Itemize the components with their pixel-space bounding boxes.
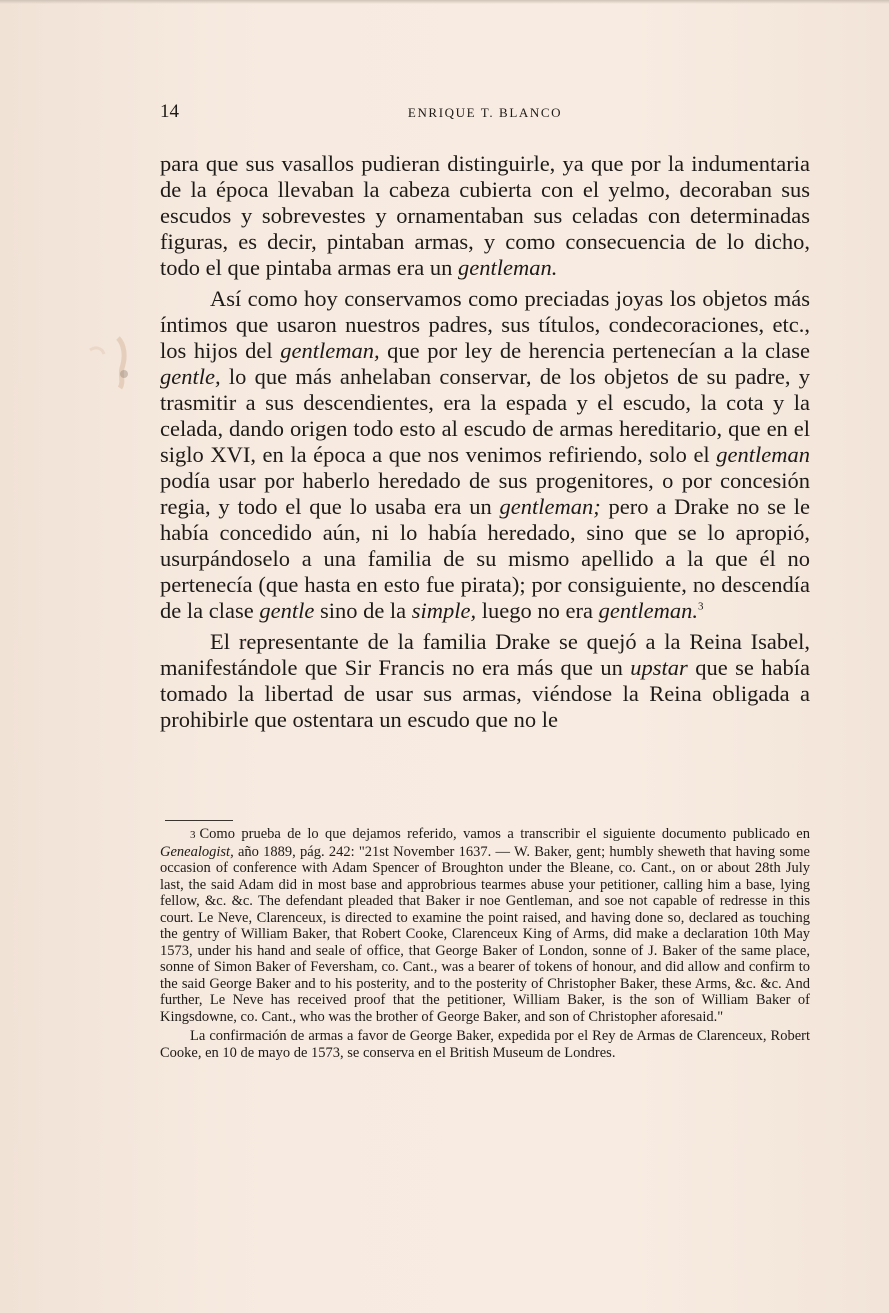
footnote-3: 3 Como prueba de lo que dejamos referido, vamos a transcribir el siguiente documento publicado en Genealogist, año 1889, pág. 242: "21st November 1637. — W. Baker, gent; humbly sheweth that having some occasion of conference with Adam Spencer of Broughton under the Bleane, co. Cant., on or about 28th July last, the said Adam did in most base and approbrious tearmes abuse your petitioner, calling him a base, lying fellow, &c. &c. The defendant pleaded that Baker ir noe Gentleman, and soe not capable of redresse in this court. Le Neve, Clarenceux, is directed to examine the point raised, and having done so, declared as touching the gentry of William Baker, that Robert Cooke, Clarenceux King of Arms, did make a declaration 10th May 1573, under his hand and seale of office, that George Baker of London, sonne of J. Baker of the same place, sonne of Simon Baker of Feversham, co. Cant., was a bearer of tokens of honour, and did allow and confirm to the said George Baker and to his posterity, and to the posterity of Christopher Baker, these Arms, &c. &c. And further, Le Neve has received proof that the petitioner, William Baker, is the son of William Baker of Kingsdowne, co. Cant., who was the brother of George Baker, and son of Christopher aforesaid." <box>160 826 810 1025</box>
footnote-3-continuation: La confirmación de armas a favor de George Baker, expedida por el Rey de Armas de Clarenceux, Robert Cooke, en 10 de mayo de 1573, se conserva en el British Museum de Londres. <box>160 1028 810 1061</box>
page-header <box>160 101 810 125</box>
footnote-mark: 3 <box>190 829 196 841</box>
running-head: ENRIQUE T. BLANCO <box>407 105 563 120</box>
footnotes <box>160 826 810 1061</box>
page-number: 14 <box>160 101 179 122</box>
page-top-edge <box>0 0 889 4</box>
footnote-reference[interactable]: 3 <box>698 600 704 613</box>
paragraph-1: para que sus vasallos pudieran distinguirle, ya que por la indumentaria de la época llevaban la cabeza cubierta con el yelmo, decoraban sus escudos y sobrevestes y ornamentaban sus celadas con determinadas figuras, es decir, pintaban armas, y como consecuencia de lo dicho, todo el que pintaba armas era un gentleman. <box>160 151 810 280</box>
margin-stain <box>80 330 140 390</box>
paragraph-3: El representante de la familia Drake se quejó a la Reina Isabel, manifestándole que Sir Francis no era más que un upstar que se había tomado la libertad de usar sus armas, viéndose la Reina obligada a prohibirle que ostentara un escudo que no le <box>160 629 810 732</box>
body-text <box>160 151 810 733</box>
footnote-divider <box>165 820 233 821</box>
paragraph-2: Así como hoy conservamos como preciadas joyas los objetos más íntimos que usaron nuestros padres, sus títulos, condecoraciones, etc., los hijos del gentleman, que por ley de herencia pertenecían a la clase gentle, lo que más anhelaban conservar, de los objetos de su padre, y trasmitir a sus descendientes, era la espada y el escudo, la cota y la celada, dando origen todo esto al escudo de armas hereditario, que en el siglo XVI, en la época a que nos venimos refiriendo, solo el gentleman podía usar por haberlo heredado de sus progenitores, o por concesión regia, y todo el que lo usaba era un gentleman; pero a Drake no se le había concedido aún, ni lo había heredado, sino que se lo apropió, usurpándoselo a una familia de su mismo apellido a la que él no pertenecía (que hasta en esto fue pirata); por consiguiente, no descendía de la clase gentle sino de la simple, luego no era gentleman.$^3$ <box>160 286 810 623</box>
